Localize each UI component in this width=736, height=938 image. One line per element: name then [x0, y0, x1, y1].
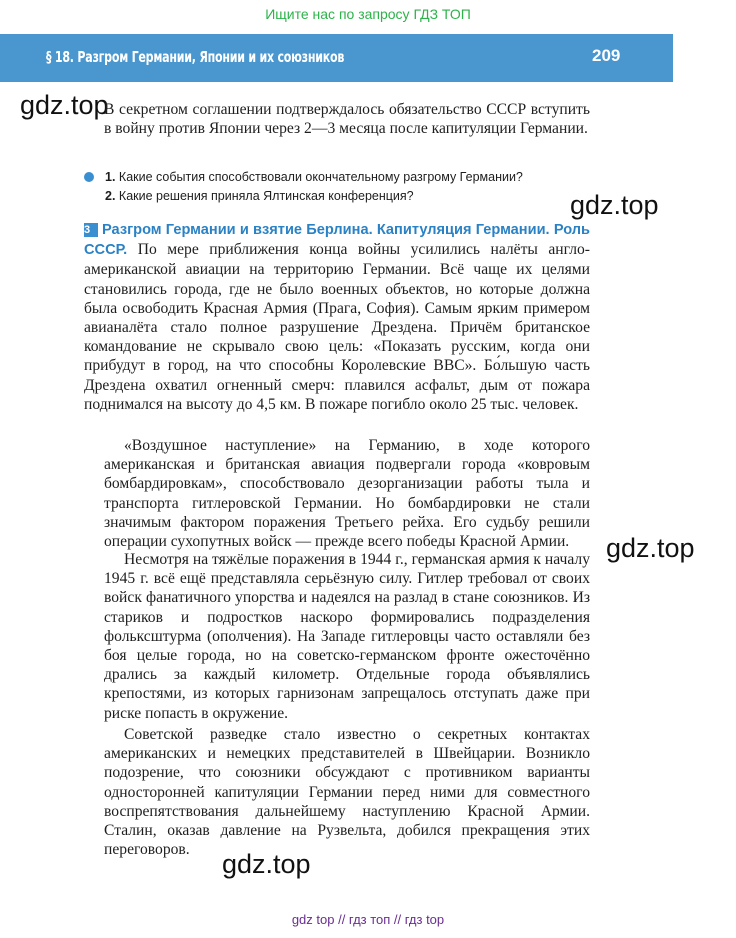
page-header: [0, 34, 673, 82]
watermark: gdz.top: [20, 90, 109, 120]
page-number: 209: [592, 46, 621, 65]
chapter-title: § 18. Разгром Германии, Японии и их союзников: [46, 48, 345, 66]
watermark: gdz.top: [222, 849, 311, 879]
footer-links[interactable]: gdz top // гдз топ // гдз top: [291, 912, 445, 927]
body-paragraph: Советской разведке стало известно о секретных контактах американских и немецких представителей в Швейцарии. Возникло подозрение, что союзники обсуждают с противником варианты односторонней капитуляции Германии перед ними для совместного воспрепятствования дальнейшему наступлению Красной Армии. Сталин, оказав давление на Рузвельта, добился прекращения этих переговоров.: [104, 726, 590, 859]
question-item: 2. Какие решения приняла Ялтинская конференция?: [105, 189, 414, 203]
search-banner-link[interactable]: Ищите нас по запросу ГДЗ ТОП: [265, 6, 471, 22]
section-lead-text: По мере приближения конца войны усилились налёты англо-американской авиации на территорию Германии. Всё чаще их целями становились города, где не было военных объектов, но которые должна была освободить Красная Армия (Прага, София). Самым ярким примером авианалёта стало полное разрушение Дрездена. Причём британское командование не скрывало свою цель: «Показать русским, когда они прибудут в город, на что способны Королевские ВВС». Бо́льшую часть Дрездена охватил огненный смерч: плавился асфальт, дым от пожара поднимался на высоту до 4,5 км. В пожаре погибло около 25 тыс. человек.: [84, 241, 591, 413]
question-item: 1. Какие события способствовали окончательному разгрому Германии?: [105, 170, 523, 184]
body-paragraph: «Воздушное наступление» на Германию, в ходе которого американская и британская авиация подвергали города «ковровым бомбардировкам», способствовало дезорганизации работы тыла и транспорта гитлеровской Германии. Но бомбардировки не стали значимым фактором поражения Третьего рейха. Его судьбу решили операции сухопутных войск — прежде всего победы Красной Армии.: [104, 437, 590, 551]
section-number-badge: 3: [84, 223, 98, 237]
intro-paragraph: В секретном соглашении подтверждалось обязательство СССР вступить в войну против Японии через 2—3 месяца после капитуляции Германии.: [104, 101, 590, 138]
review-questions: [84, 168, 604, 206]
body-paragraph: Несмотря на тяжёлые поражения в 1944 г., германская армия к началу 1945 г. всё ещё представляла серьёзную силу. Гитлер требовал от своих войск фанатичного упорства и надеялся на разлад в стане союзников. Из стариков и подростков наскоро формировались подразделения фольксштурма (ополчения). На Западе гитлеровцы часто оставляли без боя целые города, но на советско-германском фронте ожесточённо дрались за каждый километр. Отдельные города объявлялись крепостями, из которых гарнизонам запрещалось отступать даже при риске попасть в окружение.: [104, 551, 590, 722]
watermark: gdz.top: [606, 533, 695, 563]
section-paragraph: [84, 220, 590, 414]
section-heading: Разгром Германии и взятие Берлина. Капитуляция Германии. Роль СССР.: [84, 222, 590, 259]
watermark: gdz.top: [570, 190, 659, 220]
bullet-icon: [84, 172, 94, 182]
